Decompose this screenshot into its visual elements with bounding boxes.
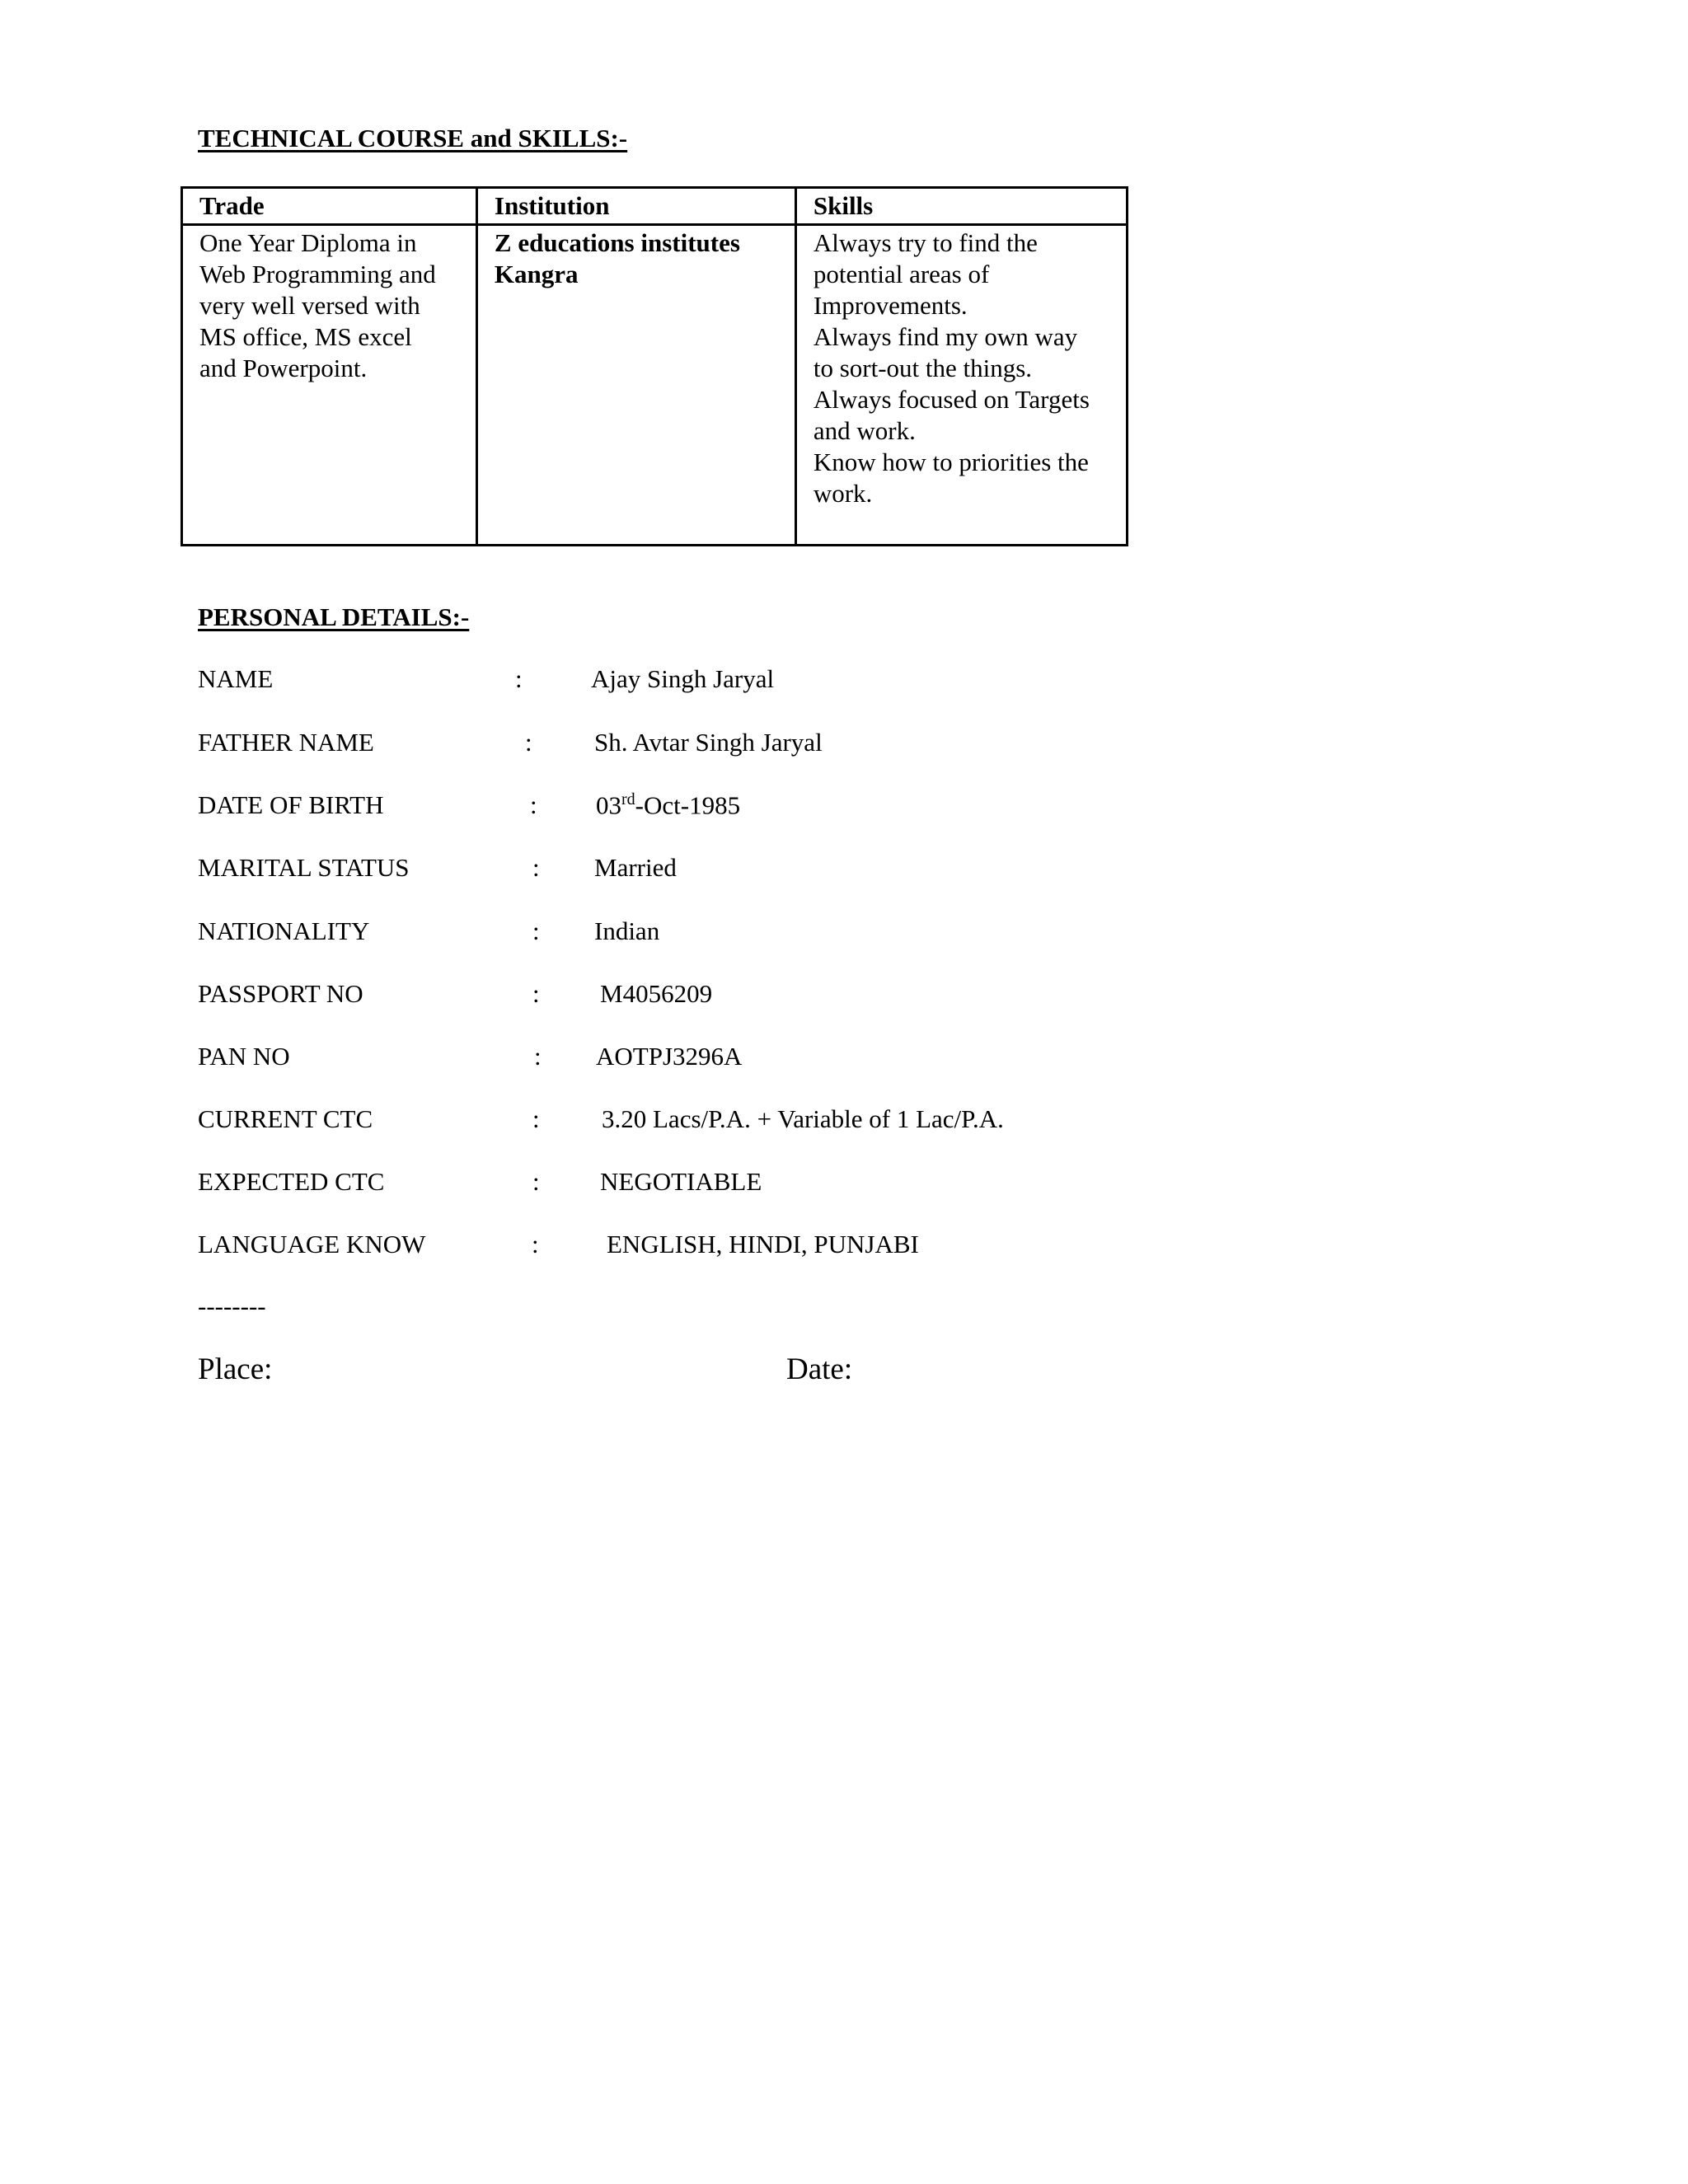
detail-row-nationality: [198, 916, 1269, 949]
detail-label: NAME: [198, 664, 274, 693]
header-trade: Trade: [182, 188, 477, 225]
personal-details-heading: PERSONAL DETAILS:-: [198, 602, 470, 631]
skills-line: Know how to priorities the: [813, 448, 1089, 476]
detail-separator: :: [532, 979, 540, 1008]
detail-value: Married: [594, 853, 677, 882]
detail-value: Indian: [594, 916, 660, 945]
detail-row-language-know: [198, 1230, 1269, 1263]
skills-line: Improvements.: [813, 291, 968, 320]
trade-line: MS office, MS excel: [199, 322, 412, 351]
institution-cell: [476, 225, 795, 546]
detail-separator: :: [532, 916, 540, 945]
institution-line: Kangra: [494, 260, 579, 288]
detail-label: LANGUAGE KNOW: [198, 1230, 426, 1258]
detail-value: M4056209: [600, 979, 713, 1008]
detail-label: NATIONALITY: [198, 916, 370, 945]
header-skills: Skills: [795, 188, 1127, 225]
detail-value: 3.20 Lacs/P.A. + Variable of 1 Lac/P.A.: [602, 1104, 1004, 1133]
detail-row-current-ctc: [198, 1104, 1269, 1137]
trade-line: and Powerpoint.: [199, 354, 368, 382]
detail-value: Ajay Singh Jaryal: [591, 664, 775, 693]
detail-label: PASSPORT NO: [198, 979, 363, 1008]
trade-line: One Year Diploma in: [199, 228, 417, 257]
detail-separator: :: [532, 1230, 539, 1258]
detail-row-passport-no: [198, 979, 1269, 1012]
place-label: Place:: [198, 1352, 273, 1386]
skills-line: potential areas of: [813, 260, 990, 288]
detail-label: MARITAL STATUS: [198, 853, 410, 882]
detail-label: DATE OF BIRTH: [198, 790, 384, 819]
detail-value: AOTPJ3296A: [596, 1042, 743, 1071]
detail-value: Sh. Avtar Singh Jaryal: [594, 728, 823, 757]
detail-separator: :: [525, 728, 532, 757]
detail-value: [596, 790, 740, 820]
detail-row-marital-status: [198, 853, 1269, 886]
detail-separator: :: [532, 1104, 540, 1133]
detail-row-pan-no: [198, 1042, 1269, 1075]
dob-day: 03: [596, 790, 621, 820]
detail-separator: :: [515, 664, 523, 693]
date-label: Date:: [786, 1352, 853, 1386]
dob-ordinal: rd: [621, 790, 635, 808]
detail-row-date-of-birth: [198, 790, 1269, 823]
detail-label: CURRENT CTC: [198, 1104, 373, 1133]
technical-skills-table: [181, 186, 1128, 546]
detail-separator: :: [530, 790, 537, 819]
detail-label: PAN NO: [198, 1042, 290, 1071]
dash-separator: --------: [198, 1291, 266, 1320]
detail-separator: :: [534, 1042, 542, 1071]
trade-cell: [182, 225, 477, 546]
skills-line: Always focused on Targets: [813, 385, 1090, 414]
dob-month-year: -Oct-1985: [635, 790, 741, 820]
institution-line: Z educations institutes: [494, 228, 740, 257]
skills-line: to sort-out the things.: [813, 354, 1033, 382]
skills-line: work.: [813, 479, 873, 508]
detail-separator: :: [532, 1167, 540, 1196]
detail-value: ENGLISH, HINDI, PUNJABI: [607, 1230, 919, 1258]
trade-line: very well versed with: [199, 291, 420, 320]
detail-label: EXPECTED CTC: [198, 1167, 385, 1196]
trade-line: Web Programming and: [199, 260, 436, 288]
detail-label: FATHER NAME: [198, 728, 374, 757]
detail-row-father-name: [198, 728, 1269, 761]
skills-line: and work.: [813, 416, 916, 445]
skills-cell: [795, 225, 1127, 546]
skills-line: Always try to find the: [813, 228, 1038, 257]
table-row: [182, 225, 1128, 546]
detail-row-expected-ctc: [198, 1167, 1269, 1200]
detail-value: NEGOTIABLE: [600, 1167, 762, 1196]
table-header-row: [182, 188, 1128, 225]
detail-separator: :: [532, 853, 540, 882]
detail-row-name: [198, 664, 1269, 697]
header-institution: Institution: [476, 188, 795, 225]
skills-line: Always find my own way: [813, 322, 1078, 351]
technical-skills-heading: TECHNICAL COURSE and SKILLS:-: [198, 124, 628, 152]
